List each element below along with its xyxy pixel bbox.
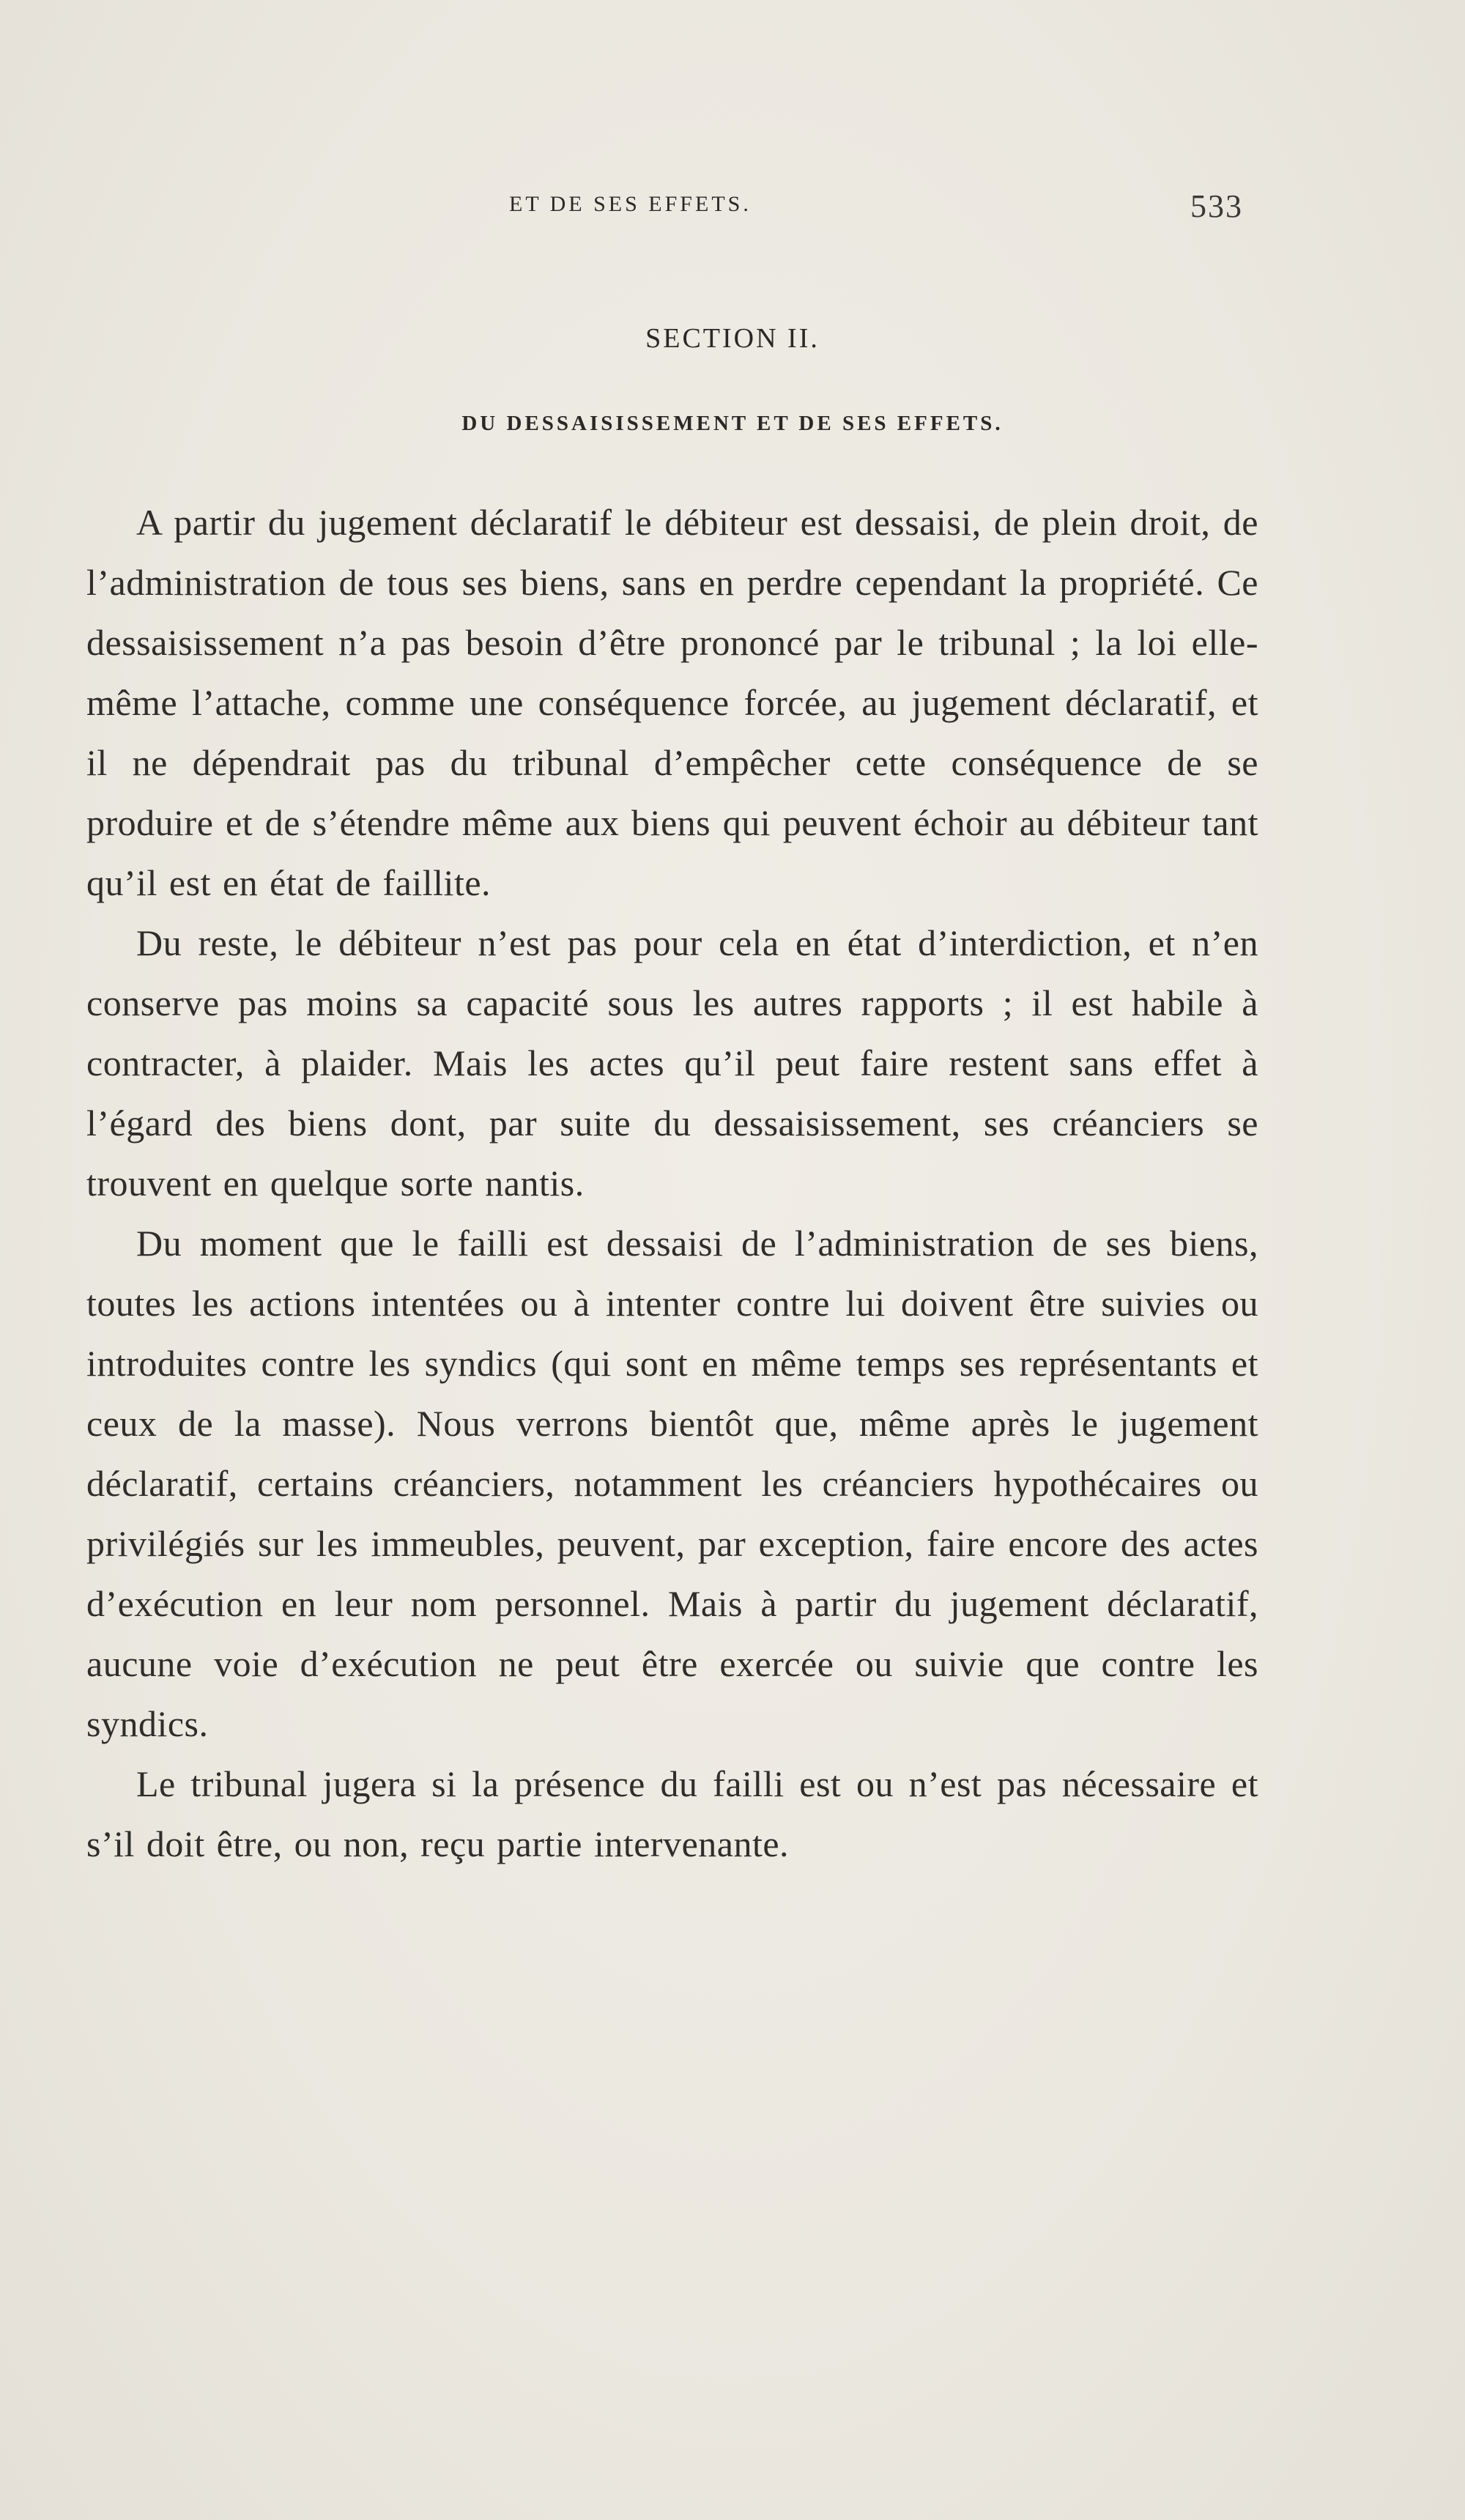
running-head <box>0 188 1465 236</box>
section-subtitle: DU DESSAISISSEMENT ET DE SES EFFETS. <box>461 412 1004 435</box>
section-title: SECTION II. <box>645 323 820 354</box>
paragraph: A partir du jugement déclaratif le débiteur est dessaisi, de plein droit, de l’administration de tous ses biens, sans en perdre cependant la propriété. Ce dessaisissement n’a pas besoin d’être prononcé par le tribunal ; la loi elle-même l’attache, comme une conséquence forcée, au jugement déclaratif, et il ne dépendrait pas du tribunal d’empêcher cette conséquence de se produire et de s’étendre même aux biens qui peuvent échoir au débiteur tant qu’il est en état de faillite. <box>86 502 1258 903</box>
page-number: 533 <box>1190 188 1243 224</box>
paragraph: Du reste, le débiteur n’est pas pour cela en état d’interdiction, et n’en conserve pas moins sa capacité sous les autres rapports ; il est habile à contracter, à plaider. Mais les actes qu’il peut faire restent sans effet à l’égard des biens dont, par suite du dessaisissement, ses créanciers se trouvent en quelque sorte nantis. <box>86 922 1258 1204</box>
running-title: ET DE SES EFFETS. <box>509 192 752 216</box>
paragraph: Du moment que le failli est dessaisi de l’administration de ses biens, toutes les actions intentées ou à intenter contre lui doivent être suivies ou introduites contre les syndics (qui sont en même temps ses représentants et ceux de la masse). Nous verrons bientôt que, même après le jugement déclaratif, certains créanciers, notamment les créanciers hypothécaires ou privilégiés sur les immeubles, peuvent, par exception, faire encore des actes d’exécution en leur nom personnel. Mais à partir du jugement déclaratif, aucune voie d’exécution ne peut être exercée ou suivie que contre les syndics. <box>86 1223 1258 1744</box>
paragraph: Le tribunal jugera si la présence du failli est ou n’est pas nécessaire et s’il doit être, ou non, reçu partie intervenante. <box>86 1763 1258 1864</box>
body-text <box>86 492 1258 1874</box>
